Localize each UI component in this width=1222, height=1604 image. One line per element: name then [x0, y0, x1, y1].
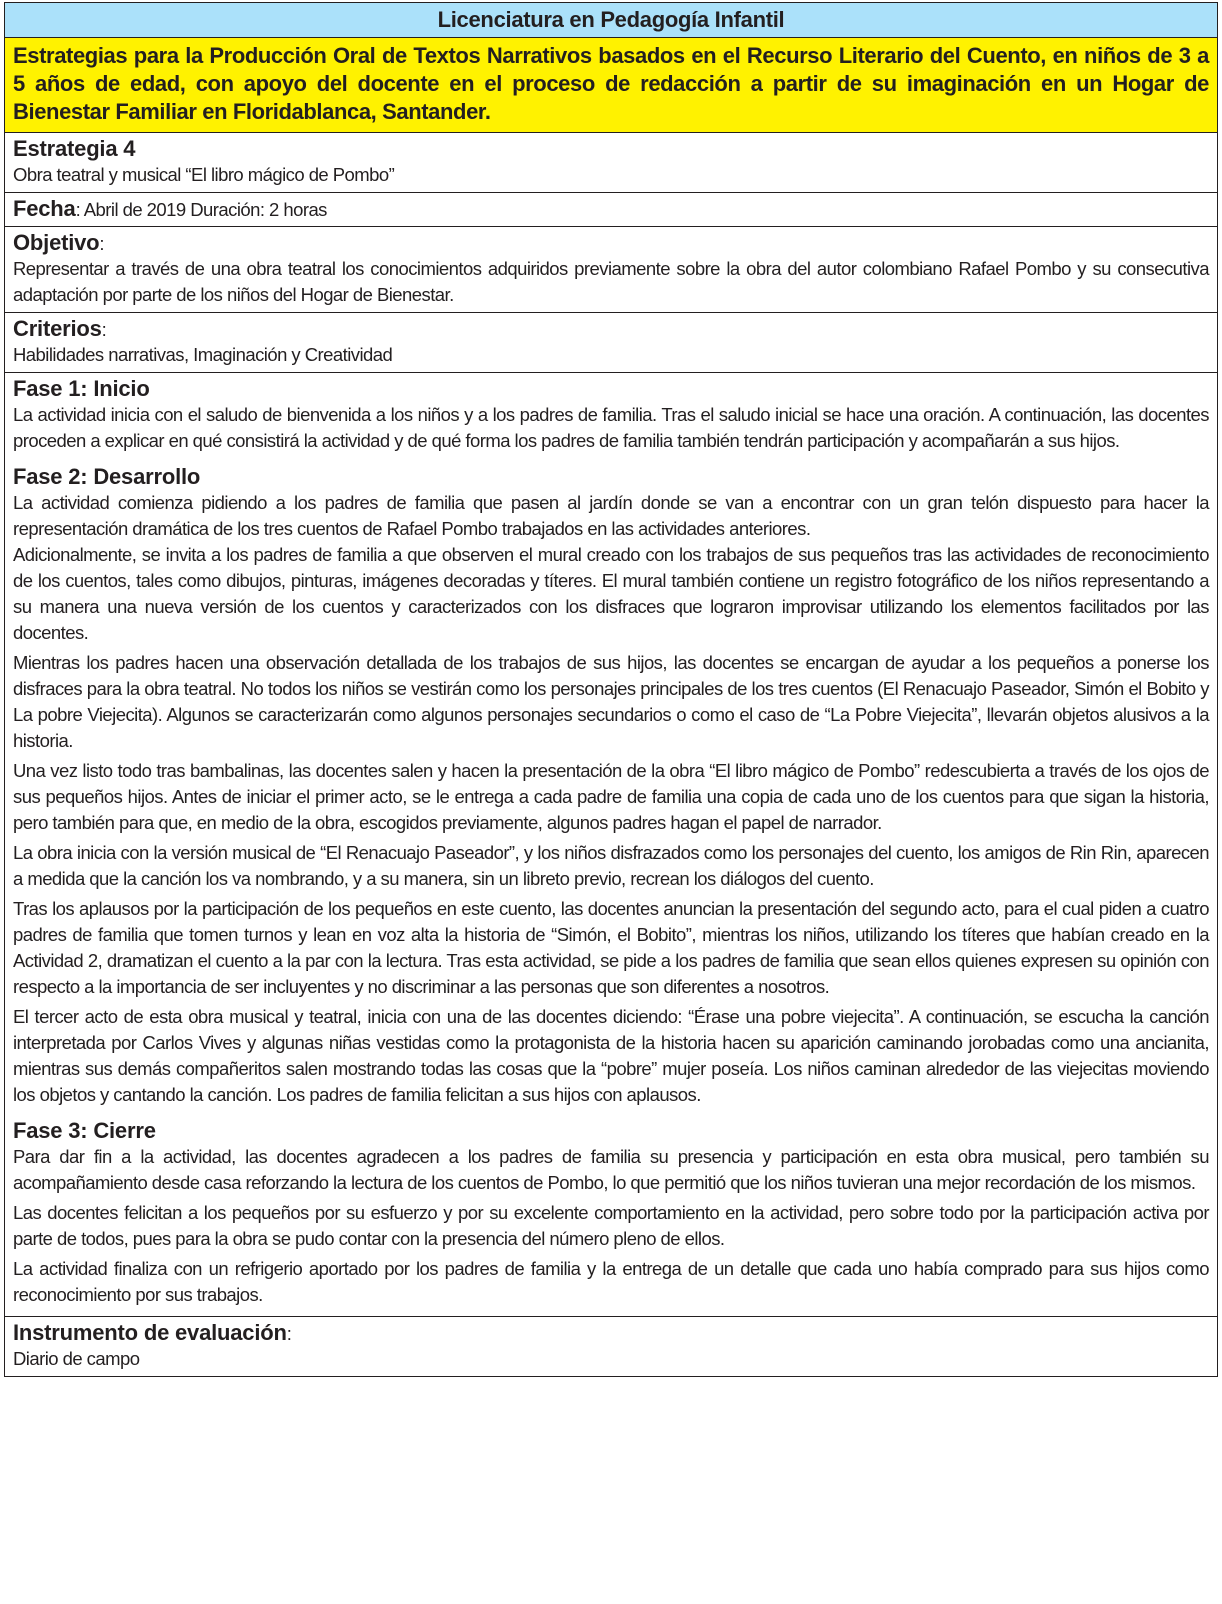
date-value: : Abril de 2019 Duración: 2 horas [75, 199, 327, 220]
phase-paragraph: Las docentes felicitan a los pequeños por su esfuerzo y por su excelente comportamiento en la actividad, pero sobre todo por la participación activa por parte de todos, pues para la obra se pudo contar con la presencia del número pleno de ellos. [13, 1202, 1209, 1249]
date-section [5, 193, 1217, 227]
objective-colon: : [99, 233, 105, 254]
strategy-name: Obra teatral y musical “El libro mágico de Pombo” [13, 164, 395, 185]
date-label: Fecha [13, 196, 76, 221]
phase-1 [13, 376, 1209, 454]
phase-title: Fase 1: Inicio [13, 376, 150, 401]
phase-paragraph: Una vez listo todo tras bambalinas, las docentes salen y hacen la presentación de la obra “El libro mágico de Pombo” redescubierta a través de los ojos de sus pequeños hijos. Antes de iniciar el primer acto, se le entrega a cada padre de familia una copia de cada uno de los cuentos para que sigan la historia, pero también para que, en medio de la obra, escogidos previamente, algunos padres hagan el papel de narrador. [13, 760, 1209, 833]
criteria-text: Habilidades narrativas, Imaginación y Creatividad [13, 344, 393, 365]
phase-paragraph: Tras los aplausos por la participación de los pequeños en este cuento, las docentes anuncian la presentación del segundo acto, para el cual piden a cuatro padres de familia que tomen turnos y lean en voz alta la historia de “Simón, el Bobito”, mientras los niños, utilizando los títeres que habían creado en la Actividad 2, dramatizan el cuento a la par con la lectura. Tras esta actividad, se pide a los padres de familia que sean ellos quienes expresen su opinión con respecto a la importancia de ser incluyentes y no discriminar a las personas que son diferentes a nosotros. [13, 898, 1209, 997]
phases-section [5, 373, 1217, 1317]
phase-paragraph: La actividad finaliza con un refrigerio aportado por los padres de familia y la entrega de un detalle que cada uno había comprado para sus hijos como reconocimiento por sus trabajos. [13, 1258, 1209, 1305]
evaluation-colon: : [286, 1323, 292, 1344]
strategy-table [4, 2, 1218, 1377]
phase-paragraph: La actividad comienza pidiendo a los padres de familia que pasen al jardín donde se van a encontrar con un gran telón dispuesto para hacer la representación dramática de los tres cuentos de Rafael Pombo trabajados en las actividades anteriores. [13, 492, 1209, 539]
phase-paragraph: Para dar fin a la actividad, las docentes agradecen a los padres de familia su presencia y participación en esta obra musical, pero también su acompañamiento desde casa reforzando la lectura de los cuentos de Pombo, lo que permitió que los niños tuvieran una mejor recordación de los mismos. [13, 1146, 1209, 1193]
phase-3 [13, 1118, 1209, 1308]
evaluation-section [5, 1317, 1217, 1376]
strategy-label: Estrategia 4 [13, 136, 136, 161]
phase-paragraph: La actividad inicia con el saludo de bienvenida a los niños y a los padres de familia. Tras el saludo inicial se hace una oración. A continuación, las docentes proceden a explicar en qué consistirá la actividad y de qué forma los padres de familia también tendrán participación y acompañarán a sus hijos. [13, 404, 1209, 451]
strategy-section [5, 133, 1217, 193]
phase-paragraph: Mientras los padres hacen una observación detallada de los trabajos de sus hijos, las docentes se encargan de ayudar a los pequeños a ponerse los disfraces para la obra teatral. No todos los niños se vestirán como los personajes principales de los tres cuentos (El Renacuajo Paseador, Simón el Bobito y La pobre Viejecita). Algunos se caracterizarán como algunos personajes secundarios o como el caso de “La Pobre Viejecita”, llevarán objetos alusivos a la historia. [13, 652, 1209, 751]
evaluation-label: Instrumento de evaluación [13, 1320, 287, 1345]
objective-label: Objetivo [13, 230, 100, 255]
phase-title: Fase 2: Desarrollo [13, 464, 201, 489]
project-title: Estrategias para la Producción Oral de Textos Narrativos basados en el Recurso Literario del Cuento, en niños de 3 a 5 años de edad, con apoyo del docente en el proceso de redacción a partir de su imaginación en un Hogar de Bienestar Familiar en Floridablanca, Santander. [5, 38, 1217, 133]
criteria-section [5, 313, 1217, 373]
criteria-colon: : [101, 319, 107, 340]
phase-paragraph: El tercer acto de esta obra musical y teatral, inicia con una de las docentes diciendo: “Érase una pobre viejecita”. A continuación, se escucha la canción interpretada por Carlos Vives y algunas niñas vestidas como la protagonista de la historia hacen su aparición caminando jorobadas como una ancianita, mientras sus demás compañeritos salen mostrando todas las cosas que la “pobre” mujer poseía. Los niños caminan alrededor de las viejecitas moviendo los objetos y cantando la canción. Los padres de familia felicitan a sus hijos con aplausos. [13, 1006, 1209, 1105]
phase-paragraph: La obra inicia con la versión musical de “El Renacuajo Paseador”, y los niños disfrazados como los personajes del cuento, los amigos de Rin Rin, aparecen a medida que la canción los va nombrando, y a su manera, sin un libreto previo, recrean los diálogos del cuento. [13, 842, 1209, 889]
program-header: Licenciatura en Pedagogía Infantil [5, 3, 1217, 38]
criteria-label: Criterios [13, 316, 102, 341]
evaluation-text: Diario de campo [13, 1348, 140, 1369]
phase-2 [13, 464, 1209, 1108]
objective-section [5, 227, 1217, 313]
phase-paragraph: Adicionalmente, se invita a los padres de familia a que observen el mural creado con los trabajos de sus pequeños tras las actividades de reconocimiento de los cuentos, tales como dibujos, pinturas, imágenes decoradas y títeres. El mural también contiene un registro fotográfico de los niños representando a su manera una nueva versión de los cuentos y caracterizados con los disfraces que lograron improvisar utilizando los elementos facilitados por las docentes. [13, 544, 1209, 643]
objective-text: Representar a través de una obra teatral los conocimientos adquiridos previamente sobre la obra del autor colombiano Rafael Pombo y su consecutiva adaptación por parte de los niños del Hogar de Bienestar. [13, 258, 1209, 305]
phase-title: Fase 3: Cierre [13, 1118, 156, 1143]
